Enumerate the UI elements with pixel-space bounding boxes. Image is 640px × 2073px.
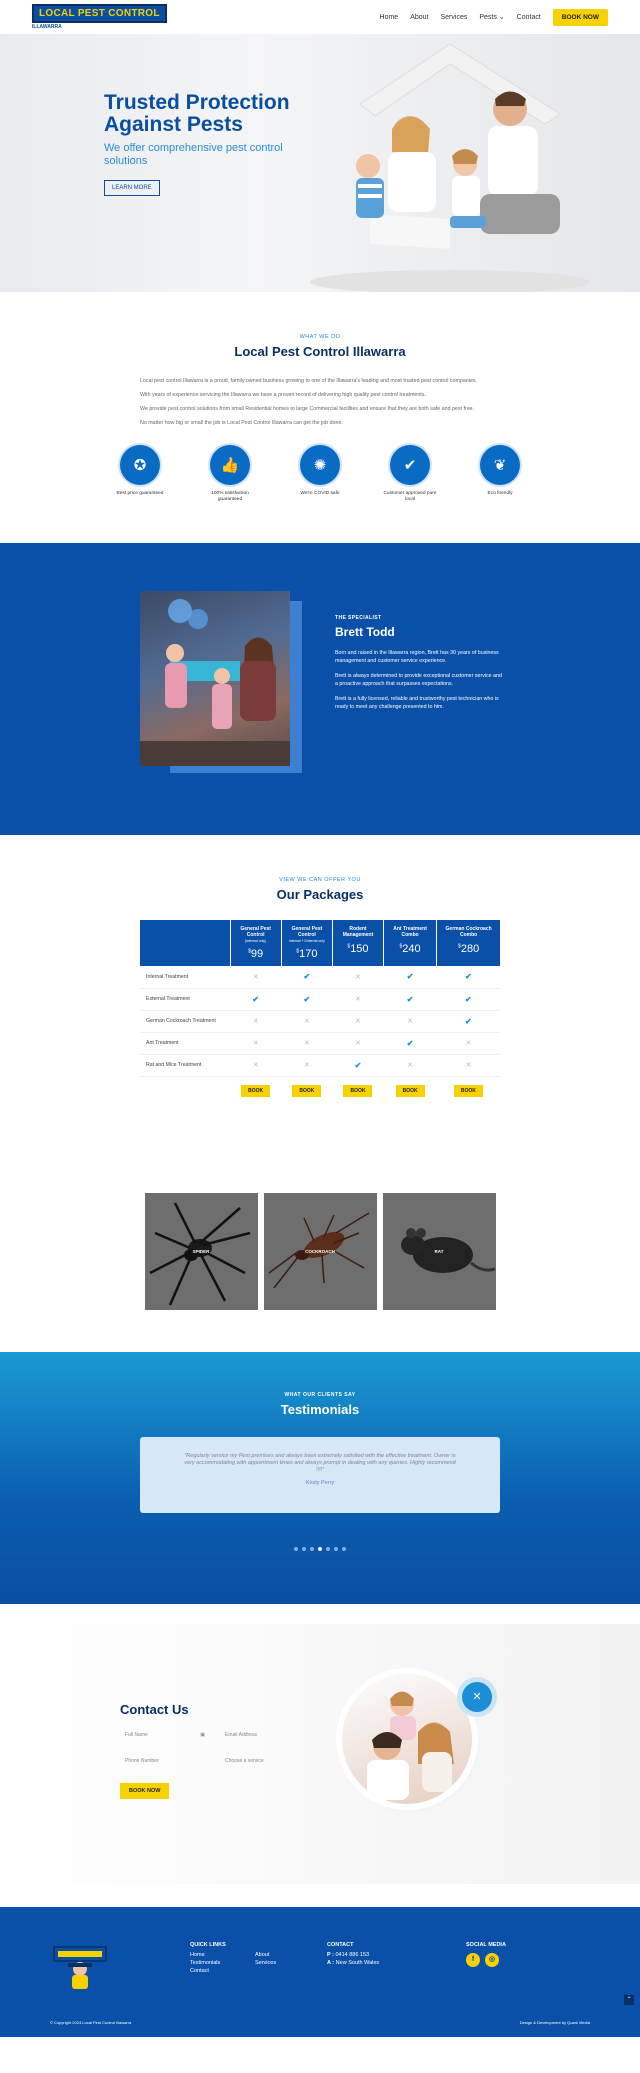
cross-icon: ✕ [252, 1018, 259, 1025]
package-name: General Pest Control [240, 926, 271, 938]
testimonials-section [0, 1352, 640, 1604]
address-label: A : [327, 1959, 335, 1966]
thumbs-up-icon: 👍 [210, 445, 250, 485]
cross-icon: ✕ [303, 1040, 310, 1047]
feature-label: We're COVID safe [300, 491, 340, 496]
packages-body [140, 966, 500, 1103]
site-logo[interactable] [32, 4, 167, 30]
check-icon: ✔ [465, 994, 472, 1004]
contact-fields [120, 1727, 320, 1771]
contact-book-now-button[interactable]: BOOK NOW [120, 1783, 169, 1799]
carousel-dot[interactable] [310, 1547, 314, 1551]
check-icon: ✔ [465, 1016, 472, 1026]
table-cell [383, 966, 436, 988]
table-row [140, 966, 500, 988]
table-cell [230, 1054, 281, 1076]
specialist-section [0, 543, 640, 835]
table-cell [333, 1032, 384, 1054]
pest-card-rat[interactable] [383, 1193, 496, 1310]
check-icon: ✔ [406, 994, 414, 1004]
packages-table [140, 920, 500, 1103]
book-package-button[interactable]: BOOK [241, 1085, 270, 1097]
carousel-dot[interactable] [326, 1547, 330, 1551]
credit-text: Design & Development by Quark Media [519, 2019, 590, 2025]
hero-title-line1: Trusted Protection [104, 91, 290, 114]
table-cell [281, 1010, 332, 1032]
footer-link-about[interactable]: About [255, 1951, 270, 1958]
price-amount: 280 [460, 943, 480, 955]
pest-free-badge-icon: ✕ [462, 1682, 492, 1712]
table-cell [333, 1010, 384, 1032]
price-currency: $ [296, 948, 300, 955]
package-name: German Cockroach Combo [445, 926, 492, 938]
price-amount: 240 [402, 943, 421, 955]
package-column-header [333, 920, 384, 966]
check-icon: ✔ [252, 994, 259, 1004]
table-cell [333, 988, 384, 1010]
table-cell [437, 1032, 500, 1054]
table-cell [281, 1054, 332, 1076]
table-row [140, 988, 500, 1010]
testimonial-author: Kristy Perry [305, 1479, 335, 1486]
package-price [284, 948, 330, 960]
book-package-button[interactable]: BOOK [343, 1085, 372, 1097]
feature-item [289, 445, 351, 503]
footer-link-testimonials[interactable]: Testimonials [190, 1959, 221, 1966]
feature-item [469, 445, 531, 503]
table-cell [281, 988, 332, 1010]
specialist-paragraph: Brett is a fully licensed, reliable and trustworthy pest technician who is ready to meet any challenge presented to him. [335, 696, 499, 710]
facebook-icon[interactable]: f [466, 1953, 480, 1967]
table-row [140, 1032, 500, 1054]
contact-form [120, 1702, 320, 1799]
carousel-dot[interactable] [334, 1547, 338, 1551]
row-label: Internal Treatment [140, 966, 230, 988]
specialist-eyebrow: THE SPECIALIST [335, 615, 382, 621]
about-paragraph: We provide pest control solutions from small Residential homes to large Commercial facilities and ensure that they are both safe and pest free. [140, 406, 475, 412]
package-price [386, 943, 434, 955]
table-cell [437, 988, 500, 1010]
package-price [335, 943, 381, 955]
footer-contact [327, 1941, 379, 1967]
package-price [233, 948, 279, 960]
full-name-placeholder: Full Name [125, 1732, 148, 1738]
specialist-paragraph: Brett is always determined to provide exceptional customer service and a proactive approach that surpasses expectations. [335, 673, 502, 687]
cross-icon: ✕ [303, 1018, 310, 1025]
check-icon: ✔ [465, 972, 472, 982]
table-cell [437, 966, 500, 988]
instagram-icon[interactable]: ◎ [485, 1953, 499, 1967]
badge-icon: ✪ [120, 445, 160, 485]
specialist-text [335, 615, 505, 718]
footer-phone[interactable] [327, 1951, 379, 1959]
footer-quick-links [190, 1941, 295, 1975]
nav-contact[interactable]: Contact [516, 13, 541, 21]
social-title: SOCIAL MEDIA [466, 1941, 506, 1948]
table-cell [230, 1032, 281, 1054]
packages-header-row [140, 920, 500, 966]
footer-social [466, 1941, 506, 1967]
testimonials-title: Testimonials [280, 1401, 360, 1417]
email-placeholder: Email Address [225, 1732, 257, 1738]
table-cell [333, 966, 384, 988]
about-body [140, 377, 500, 427]
cross-icon: ✕ [252, 973, 259, 981]
contact-title: Contact Us [120, 1701, 189, 1717]
main-nav [380, 9, 608, 26]
cross-icon: ✕ [407, 1018, 414, 1025]
hero-subtitle: We offer comprehensive pest control solutions [104, 142, 283, 167]
about-paragraph: No matter how big or small the job is Local Pest Control Illawarra can get the job done. [140, 420, 343, 426]
about-section [0, 292, 640, 533]
service-placeholder: Choose a service [225, 1758, 264, 1764]
approved-icon: ✔ [390, 445, 430, 485]
specialist-name: Brett Todd [335, 625, 395, 639]
feature-label: 100% satisfaction guaranteed [211, 491, 249, 502]
price-currency: $ [347, 943, 351, 950]
feature-list [0, 445, 640, 503]
package-name: Ant Treatment Combo [393, 926, 427, 938]
phone-label: P : [327, 1951, 334, 1958]
hero-title [104, 92, 324, 136]
phone-value: 0414 886 153 [335, 1951, 370, 1958]
learn-more-button[interactable]: LEARN MORE [104, 180, 160, 196]
cross-icon: ✕ [355, 1018, 361, 1025]
package-column-header [383, 920, 436, 966]
testimonials-eyebrow: WHAT OUR CLIENTS SAY [284, 1391, 356, 1398]
phone-placeholder: Phone Number [125, 1758, 159, 1764]
full-name-field[interactable] [120, 1727, 210, 1745]
table-cell [230, 1010, 281, 1032]
address-value: New South Wales [335, 1959, 380, 1966]
cross-icon: ✕ [355, 1040, 361, 1047]
row-label: Rat and Mice Treatment [140, 1054, 230, 1076]
feature-item [109, 445, 171, 503]
package-name: Rodent Management [342, 926, 374, 938]
email-field[interactable] [220, 1727, 310, 1745]
pest-card-cockroach[interactable] [264, 1193, 377, 1310]
cross-icon: ✕ [252, 1040, 259, 1047]
scroll-to-top-icon[interactable]: ⌃ [624, 1995, 634, 2005]
cross-icon: ✕ [303, 1062, 310, 1069]
table-cell [437, 1010, 500, 1032]
packages-section [0, 835, 640, 1310]
logo-text: LOCAL PEST CONTROL [32, 4, 167, 23]
table-row [140, 1010, 500, 1032]
feature-item [379, 445, 441, 503]
specialist-photo-frame [140, 591, 302, 773]
table-cell [383, 1032, 436, 1054]
about-paragraph: With years of experience servicing the Illawarra we have a proven record of delivering high quality pest control treatments. [140, 392, 426, 398]
pest-label: RAT [434, 1248, 444, 1254]
feature-label: Best price guaranteed [116, 491, 164, 496]
testimonial-quote: "Regularly service my Pest premises and always been extremely satisfied with the effective treatment. Owner is very accommodating with appointment times and always prompt in dealing with any queries. Highly recommend !!!!" [184, 1452, 456, 1473]
specialist-photo [140, 591, 290, 766]
specialist-paragraph: Born and raised in the Illawarra region, Brett has 30 years of business management and customer service experience. [335, 650, 499, 664]
footer-logo-mascot [50, 1937, 110, 1992]
row-label: German Cockroach Treatment [140, 1010, 230, 1032]
package-column-header [437, 920, 500, 966]
hero-title-line2: Against Pests [104, 113, 243, 136]
testimonial-card [140, 1437, 500, 1513]
table-cell [383, 1054, 436, 1076]
nav-about[interactable]: About [410, 13, 429, 21]
contact-family-photo [342, 1674, 472, 1804]
price-amount: 99 [250, 948, 264, 960]
site-header [0, 0, 640, 34]
logo-subtext: ILLAWARRA [32, 24, 62, 30]
package-name: General Pest Control [291, 926, 323, 938]
footer-link-services[interactable]: Services [255, 1959, 277, 1966]
feature-item [199, 445, 261, 503]
check-icon: ✔ [303, 994, 311, 1004]
nav-services[interactable]: Services [440, 13, 468, 21]
book-package-button[interactable]: BOOK [396, 1085, 425, 1097]
table-cell [230, 988, 281, 1010]
check-icon: ✔ [354, 1060, 362, 1070]
cross-icon: ✕ [355, 973, 361, 981]
cross-icon: ✕ [407, 1062, 414, 1069]
covid-safe-icon: ✺ [300, 445, 340, 485]
row-label: Ant Treatment [140, 1032, 230, 1054]
check-icon: ✔ [406, 972, 414, 982]
eco-leaf-icon: ❦ [480, 445, 520, 485]
packages-corner-cell [140, 920, 230, 966]
specialist-bio [335, 649, 505, 711]
about-eyebrow: WHAT WE DO [299, 334, 341, 340]
book-package-button[interactable]: BOOK [454, 1085, 483, 1097]
carousel-dot[interactable] [302, 1547, 306, 1551]
packages-eyebrow: VIEW WE CAN OFFER YOU [279, 877, 361, 883]
check-icon: ✔ [303, 972, 311, 982]
book-row [140, 1076, 500, 1103]
nav-home[interactable]: Home [379, 13, 399, 21]
about-title: Local Pest Control Illawarra [234, 344, 406, 359]
table-cell [383, 1010, 436, 1032]
package-price [439, 943, 498, 955]
hero-section [0, 34, 640, 292]
pest-label: COCKROACH [305, 1248, 335, 1254]
packages-title: Our Packages [276, 887, 364, 902]
site-footer [0, 1907, 640, 2037]
footer-link-home[interactable]: Home [190, 1951, 205, 1958]
pest-card-spider[interactable] [145, 1193, 258, 1310]
package-note: (internal only) [245, 939, 267, 943]
pest-label: SPIDER [192, 1248, 210, 1254]
contact-card-icon: ▣ [200, 1732, 205, 1738]
phone-field[interactable] [120, 1753, 210, 1771]
service-select[interactable] [220, 1753, 310, 1771]
cross-icon: ✕ [465, 1062, 472, 1069]
price-currency: $ [399, 943, 403, 950]
carousel-dot[interactable] [342, 1547, 346, 1551]
price-currency: $ [458, 943, 461, 950]
cross-icon: ✕ [252, 1062, 259, 1069]
hero-text [104, 92, 324, 196]
quick-links-title: QUICK LINKS [190, 1941, 226, 1948]
carousel-dot[interactable] [294, 1547, 298, 1551]
table-cell [281, 1032, 332, 1054]
book-package-button[interactable]: BOOK [292, 1085, 321, 1097]
carousel-dots [0, 1547, 640, 1551]
table-row [140, 1054, 500, 1076]
carousel-dot-active[interactable] [318, 1547, 322, 1551]
cross-icon: ✕ [465, 1040, 472, 1047]
table-cell [333, 1054, 384, 1076]
price-amount: 150 [350, 943, 369, 955]
table-cell [230, 966, 281, 988]
cross-icon: ✕ [355, 996, 361, 1003]
price-amount: 170 [299, 948, 318, 960]
copyright-text: © Copyright 2024 Local Pest Control Illawarra [50, 2019, 132, 2025]
nav-pests[interactable]: Pests ⌄ [479, 14, 505, 21]
about-paragraph: Local pest control Illawarra is a proud, family owned business growing to one of the Illawarra's leading and most trusted pest control companies. [140, 378, 477, 384]
footer-address [327, 1959, 379, 1967]
footer-contact-title: CONTACT [327, 1941, 354, 1948]
package-note: internal + External only [289, 939, 325, 943]
pest-gallery [0, 1193, 640, 1310]
package-column-header [230, 920, 281, 966]
price-currency: $ [248, 948, 251, 955]
table-cell [437, 1054, 500, 1076]
contact-section [0, 1624, 640, 1884]
table-cell [281, 966, 332, 988]
check-icon: ✔ [406, 1038, 414, 1048]
feature-label: Eco friendly [487, 491, 513, 496]
feature-label: Customer approved pure local [383, 491, 437, 502]
empty-cell [140, 1076, 230, 1103]
table-cell [383, 988, 436, 1010]
book-now-button[interactable]: BOOK NOW [553, 9, 608, 26]
row-label: External Treatment [140, 988, 230, 1010]
footer-link-contact[interactable]: Contact [190, 1967, 209, 1974]
package-column-header [281, 920, 332, 966]
hero-family-photo [300, 34, 600, 292]
